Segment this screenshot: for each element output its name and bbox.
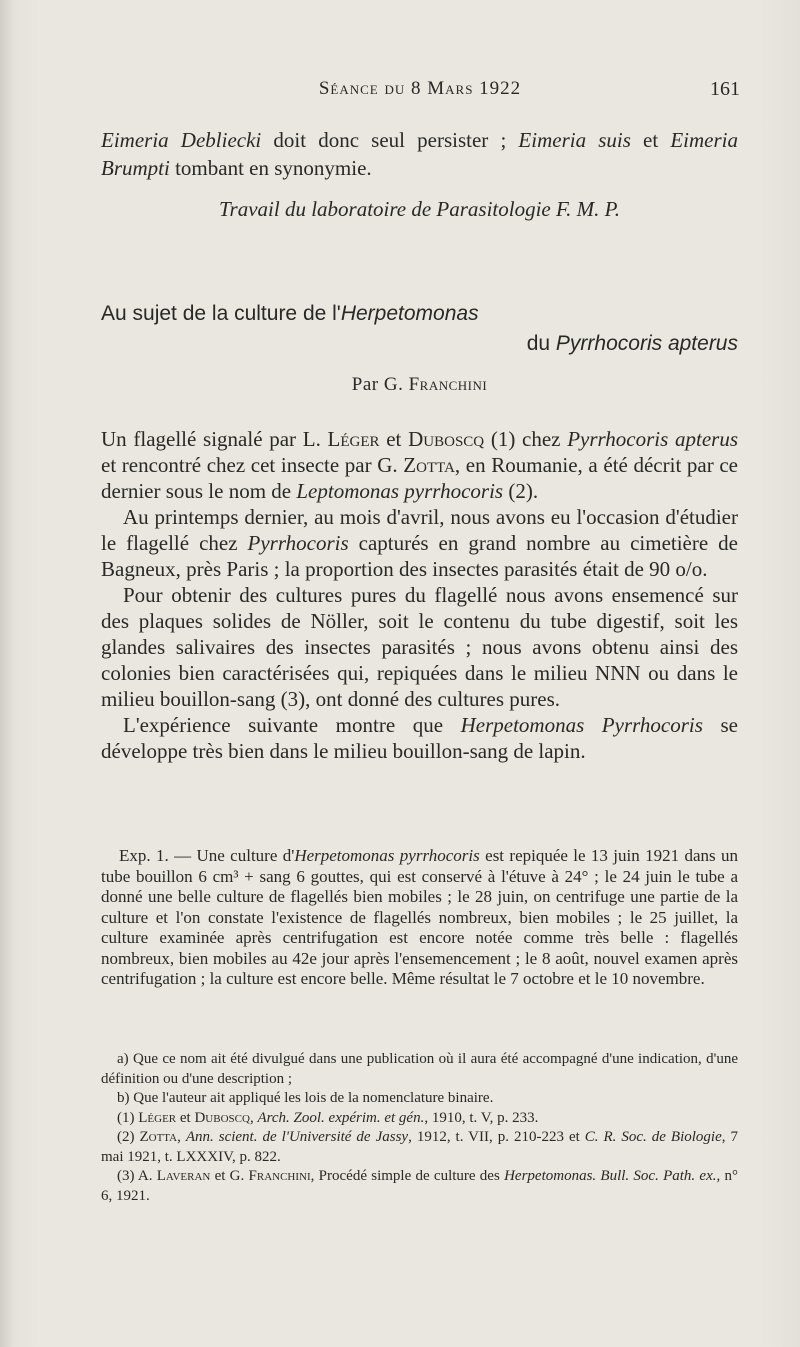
author-ref: Léger	[327, 427, 380, 451]
author-line	[101, 374, 738, 396]
text-run: (3) A.	[117, 1168, 157, 1184]
species-name: Herpetomonas Pyrrhocoris	[460, 713, 703, 737]
article-title	[101, 299, 738, 359]
body-paragraph-3: Pour obtenir des cultures pures du flagellé nous avons ensemencé sur des plaques solides de Nöller, soit le contenu du tube digestif, soit les glandes salivaires des insectes parasités ; nous avons obtenu ainsi des colonies bien caractérisées qui, repiquées dans le milieu NNN ou dans le milieu bouillon-sang (3), ont donné des cultures pures.	[101, 583, 738, 711]
text-run: capturés en grand nombre au cimetière de Bagneux, près Paris ; la proportion des insectes parasités était de 90 o/o.	[101, 531, 738, 581]
text-run: (2)	[117, 1129, 140, 1145]
author-ref: Duboscq	[408, 427, 485, 451]
species-name: Eimeria suis	[518, 128, 631, 152]
footnote-1	[101, 1109, 738, 1129]
author-ref: Léger	[138, 1109, 177, 1126]
text-run: , n° 6, 1921.	[101, 1168, 739, 1204]
author-name: Franchini	[408, 374, 488, 395]
species-name: Herpetomonas pyrrhocoris	[294, 846, 480, 865]
genus-name: Herpetomonas	[340, 302, 479, 325]
text-run: et rencontré chez cet insecte par G.	[101, 453, 404, 477]
text-run: tombant en synonymie.	[169, 156, 372, 180]
laboratory-credit: Travail du laboratoire de Parasitologie F. M. P.	[219, 197, 620, 221]
text-run: (2).	[503, 479, 539, 503]
author-ref: Franchini	[248, 1168, 311, 1184]
text-run: et G.	[210, 1168, 249, 1184]
text-run: Au sujet de la culture de l'	[101, 302, 341, 325]
text-run: , 1912, t. VII, p. 210-223 et	[408, 1129, 585, 1145]
text-run: et	[379, 427, 409, 451]
intro-text	[101, 126, 738, 182]
text-run: Au printemps dernier, au mois d'avril, nous avons eu l'occasion d'étudier le flagellé chez	[101, 505, 738, 555]
experiment-paragraph	[101, 846, 738, 990]
text-run: (1) chez	[484, 427, 568, 451]
running-title: Séance du 8 Mars 1922	[318, 78, 522, 99]
text-run: , en Roumanie, a été décrit par ce dernier sous le nom de	[101, 453, 738, 503]
article-title-line-2	[101, 329, 738, 359]
journal-title: Herpetomonas. Bull. Soc. Path. ex.	[504, 1168, 717, 1184]
author-ref: Zotta	[139, 1129, 178, 1145]
author-ref: Zotta	[403, 453, 455, 477]
running-header	[100, 78, 740, 106]
species-name: Eimeria Debliecki	[101, 128, 262, 152]
species-name: Pyrrhocoris apterus	[555, 332, 738, 355]
article-title-line-1	[101, 299, 738, 329]
experiment-text	[101, 846, 738, 990]
text-run: , Procédé simple de culture des	[310, 1168, 505, 1184]
footnote-b: b) Que l'auteur ait appliqué les lois de la nomenclature binaire.	[117, 1090, 494, 1106]
footnote-a: a) Que ce nom ait été divulgué dans une publication où il aura été accompagné d'une indication, d'une définition ou d'une description ;	[101, 1051, 738, 1087]
species-name: Eimeria Brumpti	[101, 128, 739, 180]
page-number: 161	[710, 78, 740, 100]
text-run: est repiquée le 13 juin 1921 dans un tube bouillon 6 cm³ + sang 6 gouttes, qui est conservé à l'étuve à 24° ; le 24 juin le tube a donné une belle culture de flagellés bien mobiles ; le 28 juin, on centrifuge une partie de la culture et l'on constate l'existence de flagellés nombreux, bien mobiles ; le 25 juillet, la culture examinée après centrifugation est encore notée comme très belle : flagellés nombreux, bien mobiles au 42e jour après l'ensemencement ; le 8 août, nouvel examen après centrifugation ; la culture est encore belle. Même résultat le 7 octobre et le 10 novembre.	[101, 846, 739, 988]
genus-name: Pyrrhocoris	[247, 531, 349, 555]
body-paragraph-2	[101, 504, 738, 582]
text-run: et	[630, 128, 671, 152]
text-run: ,	[177, 1129, 186, 1145]
text-run: doit donc seul persister ;	[261, 128, 519, 152]
text-run: du	[526, 332, 556, 355]
text-run: se développe très bien dans le milieu bouillon-sang de lapin.	[101, 713, 738, 763]
text-run: L'expérience suivante montre que	[123, 713, 461, 737]
body-paragraph-1	[101, 426, 738, 504]
journal-title: Arch. Zool. expérim. et gén.	[257, 1109, 425, 1126]
journal-title: C. R. Soc. de Biologie	[584, 1129, 722, 1145]
text-run: et	[176, 1109, 195, 1126]
text-run: , 1910, t. V, p. 233.	[424, 1109, 539, 1126]
text-run: ,	[249, 1109, 258, 1126]
body-paragraph-4	[101, 712, 738, 764]
species-name: Leptomonas pyrrhocoris	[296, 479, 504, 503]
text-run: , 7 mai 1921, t. LXXXIV, p. 822.	[101, 1129, 738, 1165]
text-run: (1)	[117, 1109, 139, 1126]
text-run: Un flagellé signalé par L.	[101, 427, 328, 451]
journal-title: Ann. scient. de l'Université de Jassy	[185, 1129, 409, 1145]
footnote-3	[101, 1167, 738, 1206]
author-ref: Duboscq	[194, 1109, 250, 1126]
author-prefix: Par G.	[351, 374, 409, 395]
footnotes	[101, 1050, 738, 1206]
intro-paragraph	[101, 126, 738, 182]
text-run: Exp. 1. — Une culture d'	[119, 846, 295, 865]
author-ref: Laveran	[156, 1168, 211, 1184]
species-name: Pyrrhocoris apterus	[567, 427, 739, 451]
footnote-2	[101, 1128, 738, 1167]
article-body	[101, 426, 738, 764]
